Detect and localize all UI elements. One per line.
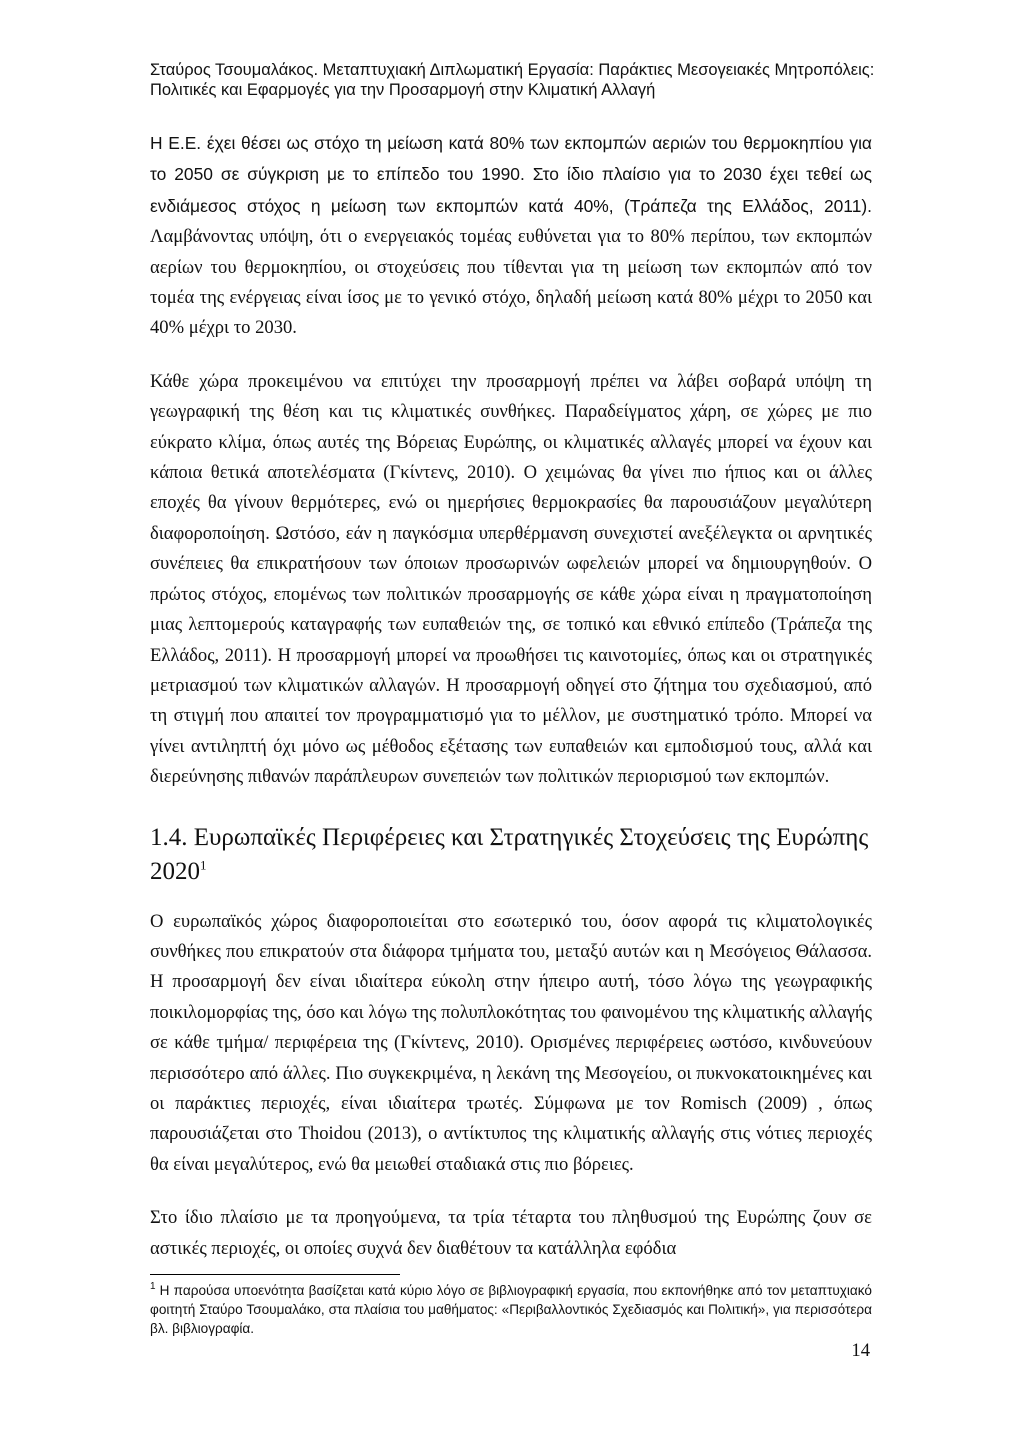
paragraph-emissions-targets bbox=[150, 128, 872, 344]
footnote-marker: 1 bbox=[150, 1281, 156, 1293]
footnote-text: Η παρούσα υποενότητα βασίζεται κατά κύριο λόγο σε βιβλιογραφική εργασία, που εκπονήθηκε από τον μεταπτυχιακό φοιτητή Σταύρο Τσουμαλάκο, στα πλαίσια του μαθήματος: «Περιβαλλοντικός Σχεδιασμός και Πολιτική», για περισσότερα βλ. βιβλιογραφία. bbox=[150, 1283, 872, 1336]
section-heading bbox=[150, 821, 872, 889]
paragraph-urban-areas: Στο ίδιο πλαίσιο με τα προηγούμενα, τα τρία τέταρτα του πληθυσμού της Ευρώπης ζουν σε αστικές περιοχές, οι οποίες συχνά δεν διαθέτουν τα κατάλληλα εφόδια bbox=[150, 1207, 872, 1259]
footnote-separator bbox=[150, 1274, 400, 1275]
section-heading-text: 1.4. Ευρωπαϊκές Περιφέρειες και Στρατηγικές Στοχεύσεις της Ευρώπης 2020 bbox=[150, 823, 869, 885]
paragraph-emissions-targets-part-1: Η Ε.Ε. έχει θέσει ως στόχο τη μείωση κατά 80% των εκπομπών αεριών του θερμοκηπίου για το 2050 σε σύγκριση με το επίπεδο του 1990. Στο ίδιο πλαίσιο για το 2030 έχει τεθεί ως ενδιάμεσος στόχος η μείωση των εκπομπών κατά 40%, (Τράπεζα της Ελλάδος, 2011). bbox=[150, 133, 872, 216]
paragraph-adaptation-by-country: Κάθε χώρα προκειμένου να επιτύχει την προσαρμογή πρέπει να λάβει σοβαρά υπόψη τη γεωγραφική της θέση και τις κλιματικές συνθήκες. Παραδείγματος χάρη, σε χώρες με πιο εύκρατο κλίμα, όπως αυτές της Βόρειας Ευρώπης, οι κλιματικές αλλαγές μπορεί να έχουν και κάποια θετικά αποτελέσματα (Γκίντενς, 2010). Ο χειμώνας θα γίνει πιο ήπιος και οι άλλες εποχές θα γίνουν θερμότερες, ενώ οι ημερήσιες θερμοκρασίες θα παρουσιάζουν μεγαλύτερη διαφοροποίηση. Ωστόσο, εάν η παγκόσμια υπερθέρμανση συνεχιστεί ανεξέλεγκτα οι αρνητικές συνέπειες θα επικρατήσουν των όποιων προσωρινών ωφελειών μπορεί να δημιουργηθούν. Ο πρώτος στόχος, επομένως των πολιτικών προσαρμογής σε κάθε χώρα είναι η πραγματοποίηση μιας λεπτομερούς καταγραφής των ευπαθειών της, σε τοπικό και εθνικό επίπεδο (Τράπεζα της Ελλάδος, 2011). Η προσαρμογή μπορεί να προωθήσει τις καινοτομίες, όπως και οι στρατηγικές μετριασμού των κλιματικών αλλαγών. Η προσαρμογή οδηγεί στο ζήτημα του σχεδιασμού, από τη στιγμή που απαιτεί τον προγραμματισμό για το μέλλον, με συστηματικό τρόπο. Μπορεί να γίνει αντιληπτή όχι μόνο ως μέθοδος εξέτασης των ευπαθειών και εμποδισμού τους, αλλά και διερεύνησης πιθανών παράπλευρων συνεπειών των πολιτικών περιορισμού των εκπομπών. bbox=[150, 370, 872, 788]
running-header bbox=[150, 60, 875, 100]
paragraph-emissions-targets-part-2: Λαμβάνοντας υπόψη, ότι ο ενεργειακός τομέας ευθύνεται για το 80% περίπου, των εκπομπών αερίων του θερμοκηπίου, οι στοχεύσεις που τίθενται για τη μείωση των εκπομπών από τον τομέα της ενέργειας είναι ίσος με το γενικό στόχο, δηλαδή μείωση κατά 80% μέχρι το 2050 και 40% μέχρι το 2030. bbox=[150, 226, 872, 339]
paragraph-european-regions: Ο ευρωπαϊκός χώρος διαφοροποιείται στο εσωτερικό του, όσον αφορά τις κλιματολογικές συνθήκες που επικρατούν στα διάφορα τμήματα του, μεταξύ αυτών και η Μεσόγειος Θάλασσα. Η προσαρμογή δεν είναι ιδιαίτερα εύκολη στην ήπειρο αυτή, τόσο λόγω της γεωγραφικής ποικιλομορφίας της, όσο και λόγω της πολυπλοκότητας του φαινομένου της κλιματικής αλλαγής σε κάθε τμήμα/ περιφέρεια της (Γκίντενς, 2010). Ορισμένες περιφέρειες ωστόσο, κινδυνεύουν περισσότερο από άλλες. Πιο συγκεκριμένα, η λεκάνη της Μεσογείου, οι πυκνοκατοικημένες και οι παράκτιες περιοχές, είναι ιδιαίτερα τρωτές. Σύμφωνα με τον Romisch (2009) , όπως παρουσιάζεται στο Thoidou (2013), ο αντίκτυπος της κλιματικής αλλαγής στις νότιες περιοχές θα είναι μεγαλύτερος, ενώ θα μειωθεί σταδιακά στις πιο βόρειες. bbox=[150, 910, 872, 1175]
page-number: 14 bbox=[851, 1340, 870, 1361]
footnote-reference[interactable]: 1 bbox=[200, 857, 207, 873]
footnote bbox=[150, 1281, 872, 1338]
document-page bbox=[150, 60, 875, 1338]
running-header-line-2: Πολιτικές και Εφαρμογές για την Προσαρμογή στην Κλιματική Αλλαγή bbox=[150, 81, 656, 99]
running-header-line-1: Σταύρος Τσουμαλάκος. Μεταπτυχιακή Διπλωματική Εργασία: Παράκτιες Μεσογειακές Μητροπόλεις: bbox=[150, 61, 875, 79]
